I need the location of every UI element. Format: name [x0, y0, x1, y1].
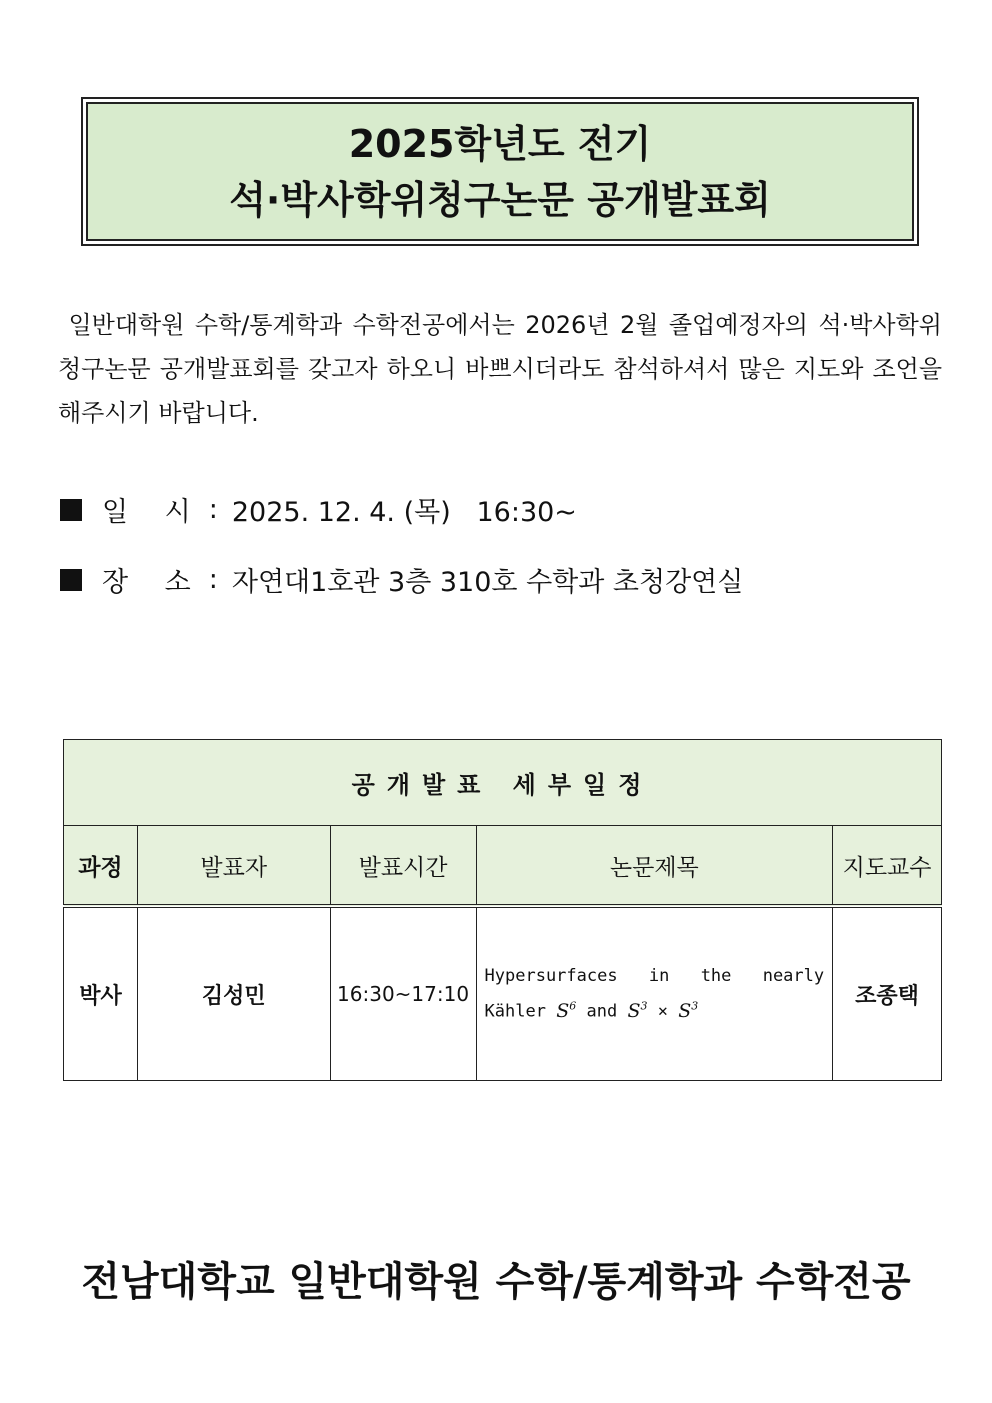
- paper-times: ×: [657, 1001, 668, 1022]
- footer-department: 전남대학교 일반대학원 수학/통계학과 수학전공: [81, 1259, 911, 1305]
- title-box: [81, 97, 919, 246]
- date-colon: :: [208, 494, 218, 525]
- title-inner: [86, 102, 914, 241]
- cell-course: 박사: [64, 906, 138, 1081]
- paper-title-text: Hypersurfaces in the nearly Kähler: [484, 966, 825, 1022]
- place-colon: :: [208, 564, 218, 595]
- header-time: 발표시간: [330, 826, 476, 907]
- date-value: 2025. 12. 4. (목) 16:30~: [231, 497, 577, 528]
- place-label: 장 소: [102, 567, 205, 598]
- date-label: 일 시: [102, 497, 205, 528]
- intro-text: 일반대학원 수학/통계학과 수학전공에서는 2026년 2월 졸업예정자의 석·박사학위청구논문 공개발표회를 갖고자 하오니 바쁘시더라도 참석하셔서 많은 지도와 조언을 해주시기 바랍니다.: [58, 311, 942, 427]
- place-value: 자연대1호관 3층 310호 수학과 초청강연실: [231, 567, 744, 598]
- cell-paper-title: [476, 906, 833, 1081]
- date-row: [60, 490, 577, 529]
- place-row: [60, 560, 743, 599]
- paper-math-s6: $S^6$: [556, 999, 577, 1022]
- title-line-1: 2025학년도 전기: [348, 121, 652, 166]
- schedule-table: [63, 739, 942, 1081]
- header-title: 논문제목: [476, 826, 833, 907]
- square-bullet-icon: [60, 569, 82, 591]
- schedule-caption: 공개발표 세부일정: [64, 740, 942, 826]
- paper-and: and: [586, 1001, 618, 1022]
- header-course: 과정: [64, 826, 138, 907]
- intro-paragraph: [58, 303, 942, 435]
- cell-presenter: 김성민: [137, 906, 330, 1081]
- cell-time: 16:30~17:10: [330, 906, 476, 1081]
- paper-math-s3a: $S^3$: [627, 999, 648, 1022]
- paper-math-s3b: $S^3$: [678, 999, 699, 1022]
- square-bullet-icon: [60, 499, 82, 521]
- title-line-2: 석·박사학위청구논문 공개발표회: [229, 177, 771, 222]
- table-row: [64, 906, 942, 1081]
- header-presenter: 발표자: [137, 826, 330, 907]
- header-advisor: 지도교수: [833, 826, 942, 907]
- schedule-header-row: [64, 826, 942, 907]
- cell-advisor: 조종택: [833, 906, 942, 1081]
